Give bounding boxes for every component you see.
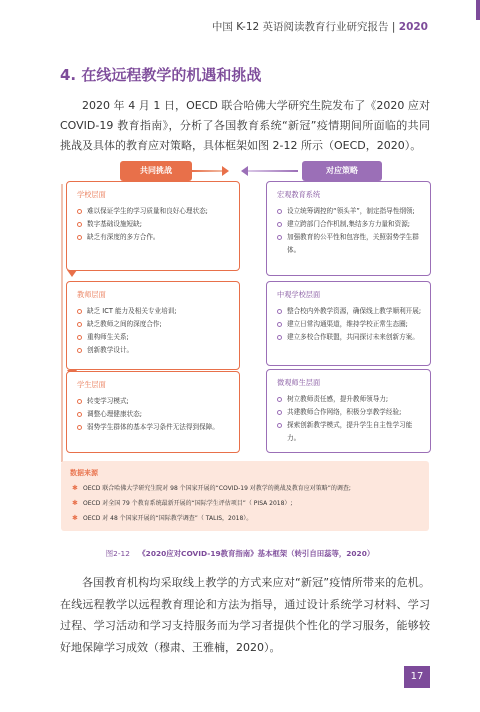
page-number: 17 [404,666,430,688]
list-item: 数字基础设施短缺; [75,218,233,231]
list-item: 缺乏有深度的多方合作。 [75,231,233,244]
source-text: OECD 联合哈佛大学研究生院对 98 个国家开展的“COVID-19 对教学的挑战及教育应对策略”的调查; [83,485,351,492]
list-item: 整合校内外教学资源，确保线上教学顺利开展; [275,305,424,318]
list-item: 设立统筹调控的“领头羊”，制定指导性纲领; [275,205,424,218]
list-item: 共建教师合作网络，积极分享教学经验; [275,406,424,419]
source-title: 数据来源 [70,469,98,477]
source-item [72,496,424,511]
strategy-box-meso [266,281,431,366]
left-flow-line [61,184,63,462]
box-title: 学生层面 [77,380,106,389]
arrow-left-icon [241,166,248,176]
box-title: 中观学校层面 [277,290,321,299]
list-item: 加强教育的公平性和包容性，关照弱势学生群体。 [275,231,424,257]
star-icon: ✱ [72,499,78,507]
list-item: 建立多校合作联盟，共同探讨未来创新方案。 [275,331,424,344]
list-item: 弱势学生群体的基本学习条件无法得到保障。 [75,421,233,434]
list-item: 转变学习模式; [75,395,233,408]
list-item: 创新教学设计。 [75,344,233,357]
connector-line [192,170,222,172]
source-text: OECD 对全国 79 个教育系统最新开展的“国际学生评估项目”（ PISA 2018）; [83,500,293,507]
source-item [72,481,424,496]
header-accent-bar [476,0,480,20]
list-item: 难以保证学生的学习质量和良好心理状态; [75,205,233,218]
star-icon: ✱ [72,514,78,522]
connector-line [248,170,298,172]
source-item [72,511,424,526]
challenge-box-school [66,181,240,271]
figure-caption [0,548,480,559]
box-title: 学校层面 [77,190,106,199]
down-arrow-icon [67,270,77,277]
figure-caption-text: 《2020应对COVID-19教育指南》基本框架（转引自田蕊等，2020） [138,549,375,558]
data-source-box [61,461,429,531]
star-icon: ✱ [72,484,78,492]
figure-number: 图2-12 [105,549,130,558]
list-item: 缺乏教师之间的深度合作; [75,318,233,331]
challenge-box-student [66,371,240,453]
body-paragraph: 各国教育机构均采取线上教学的方式来应对“新冠”疫情所带来的危机。在线远程教学以远程教育理论和方法为指导，通过设计系统学习材料、学习过程、学习活动和学习支持服务而为学习者提供个性化的学习服务，能够较好地保障学习成效（穆肃、王雅楠，2020）。 [60,576,430,654]
header-separator: | [391,21,396,33]
challenge-box-teacher [66,281,240,370]
box-title: 教师层面 [77,290,106,299]
intro-paragraph: 2020 年 4 月 1 日，OECD 联合哈佛大学研究生院发布了《2020 应对 COVID-19 教育指南》，分析了各国教育系统“新冠”疫情期间所面临的共同挑战及具体的教育应对策略，具体框架如图 2-12 所示（OECD，2020）。 [60,99,430,152]
report-title: 中国 K-12 英语阅读教育行业研究报告 [211,21,389,33]
list-item: 建立日常沟通渠道，维持学校正常生态圈; [275,318,424,331]
list-item: 树立教师责任感，提升教师领导力; [275,393,424,406]
arrow-right-icon [222,166,229,176]
strategy-box-micro [266,369,431,453]
list-item: 探索创新教学模式，提升学生自主性学习能力。 [275,419,424,445]
list-item: 调整心理健康状态; [75,408,233,421]
running-header [212,19,428,34]
list-item: 重构师生关系; [75,331,233,344]
section-title: 4. 在线远程教学的机遇和挑战 [60,66,262,84]
left-column-header: 共同挑战 [120,161,192,181]
right-column-header: 对应策略 [302,161,382,181]
strategy-box-macro [266,181,431,276]
report-year: 2020 [398,21,428,33]
list-item: 建立跨部门合作机制,集结多方力量和资源; [275,218,424,231]
source-text: OECD 对 48 个国家开展的“国际教学调查”（ TALIS，2018）。 [83,515,253,522]
box-title: 宏观教育系统 [277,190,321,199]
list-item: 缺乏 ICT 能力及相关专业培训; [75,305,233,318]
box-title: 微观师生层面 [277,378,321,387]
